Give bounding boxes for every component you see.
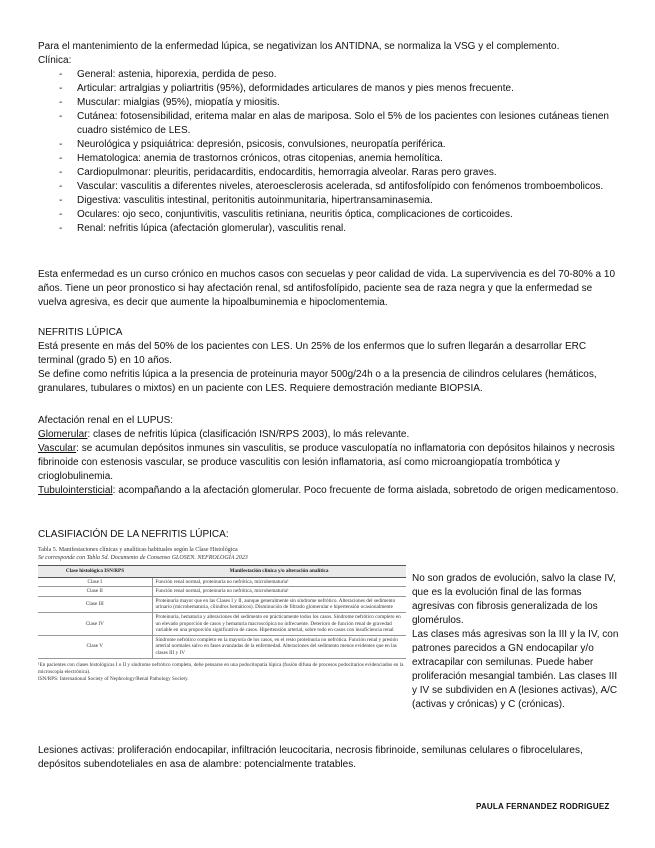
table-subtitle: Se corresponde con Tabla 5d. Documento de Consenso GLOSEN. NEFROLOGÍA 2023 bbox=[38, 555, 248, 561]
tubulointerstitial-paragraph bbox=[38, 484, 620, 498]
glomerular-text: : clases de nefritis lúpica (clasificación ISN/RPS 2003), lo más relevante. bbox=[87, 429, 410, 440]
table-cell: Síndrome nefrótico completo en la mayoría de los casos, en el resto proteinuria no nefrótica. Función renal y presión arterial normales salvo en fases avanzadas de la enfermedad. Alteraciones del sedimento menos evidentes que en las clases III y IV bbox=[152, 635, 406, 658]
maintenance-paragraph: Para el mantenimiento de la enfermedad lúpica, se negativizan los ANTIDNA, se normaliza la VSG y el complemento. bbox=[38, 41, 560, 52]
side-note-evolution: No son grados de evolución, salvo la clase IV, que es la evolución final de las formas agresivas con fibrosis generalizada de los glomérulos. bbox=[412, 573, 616, 626]
tubulointerstitial-text: : acompañando a la afectación glomerular. Poco frecuente de forma aislada, sobretodo de origen medicamentoso. bbox=[112, 485, 619, 496]
table-row bbox=[38, 577, 406, 587]
renal-involvement-heading: Afectación renal en el LUPUS: bbox=[38, 415, 174, 426]
list-item: - Hematologica: anemia de trastornos crónicos, otras citopenias, anemia hemolítica. bbox=[38, 152, 620, 166]
table-cell: Proteinuria, hematuria y alteraciones del sedimento en prácticamente todos los casos. Síndrome nefrótico completo en un elevado proporción de casos y hematuria macroscópica no infrecuente. Deterioro de función renal de gravedad variable en una proporción significativa de casos. Hipertensión arterial, sobre todo en casos con insuficiencia renal bbox=[152, 612, 406, 635]
table-footnote: ¹En pacientes con clases histológicas I o II y síndrome nefrótico completo, debe pensarse en una podocitopatía lúpica (fusión difusa de procesos podocitarios evidenciados en la microscopía electrónica). bbox=[38, 661, 404, 675]
nephritis-heading: NEFRITIS LÚPICA bbox=[38, 327, 123, 338]
author-footer: PAULA FERNANDEZ RODRIGUEZ bbox=[476, 802, 610, 811]
table-cell: Clase II bbox=[38, 587, 152, 597]
classification-table-figure bbox=[38, 546, 406, 683]
list-item: - Articular: artralgias y poliartritis (95%), deformidades articulares de manos y pies menos frecuente. bbox=[38, 82, 620, 96]
nephritis-definition: Se define como nefritis lúpica a la presencia de proteinuria mayor 500g/24h o a la presencia de cilindros celulares (hemáticos, granulares, tubulares o mixtos) en un paciente con LES. Requiere demostración mediante BIOPSIA. bbox=[38, 369, 597, 394]
table-cell: Clase I bbox=[38, 577, 152, 587]
list-item: - General: astenia, hiporexia, perdida de peso. bbox=[38, 68, 620, 82]
list-item: - Cardiopulmonar: pleuritis, peridacarditis, endocarditis, hemorragia alveolar. Raras pero graves. bbox=[38, 166, 620, 180]
tubulointerstitial-term: Tubulointersticial bbox=[38, 485, 113, 496]
table-row bbox=[38, 635, 406, 658]
table-cell: Clase V bbox=[38, 635, 152, 658]
table-caption bbox=[38, 546, 406, 562]
vascular-text: : se acumulan depósitos inmunes sin vasculitis, se produce vasculopatía no inflamatoria con depósitos hilainos y necrosis fibrinoide con estenosis vascular, se produce vasculitis con lesión inflamatoria, así como microangiopatía trombótica y crioglobulinemia. bbox=[38, 443, 615, 482]
table-row bbox=[38, 596, 406, 612]
table-cell: Clase III bbox=[38, 596, 152, 612]
classification-table bbox=[38, 565, 406, 659]
table-footnotes bbox=[38, 662, 406, 683]
clinic-heading: Clínica: bbox=[38, 55, 72, 66]
list-item: - Muscular: mialgias (95%), miopatía y miositis. bbox=[38, 96, 620, 110]
classification-side-note bbox=[412, 572, 620, 712]
column-header: Manifestación clínica y/o alteración analítica bbox=[152, 566, 406, 578]
vascular-paragraph bbox=[38, 442, 620, 484]
list-item: - Neurológica y psiquiátrica: depresión, psicosis, convulsiones, neuropatía periférica. bbox=[38, 138, 620, 152]
table-header-row bbox=[38, 566, 406, 578]
glomerular-paragraph bbox=[38, 428, 620, 442]
table-cell: Función renal normal, proteinuria no nefrótica, microhematuria¹ bbox=[152, 587, 406, 597]
glomerular-term: Glomerular bbox=[38, 429, 88, 440]
active-lesions-paragraph: Lesiones activas: proliferación endocapilar, infiltración leucocitaria, necrosis fibrinoide, semilunas celulares o fibrocelulares, depósitos subendoteliales en asa de alambre: potencialmente tratables. bbox=[38, 745, 583, 770]
intro-section bbox=[38, 40, 620, 236]
table-row bbox=[38, 612, 406, 635]
column-header: Clase histológica ISN/RPS bbox=[38, 566, 152, 578]
nephritis-section bbox=[38, 326, 620, 396]
list-item: - Oculares: ojo seco, conjuntivitis, vasculitis retiniana, neuritis óptica, complicaciones de corticoides. bbox=[38, 208, 620, 222]
list-item: - Cutánea: fotosensibilidad, eritema malar en alas de mariposa. Solo el 5% de los pacientes con lesiones cutáneas tienen cuadro sistémico de LES. bbox=[38, 110, 620, 138]
list-item: - Renal: nefritis lúpica (afectación glomerular), vasculitis renal. bbox=[38, 222, 620, 236]
table-cell: Función renal normal, proteinuria no nefrótica, microhematuria¹ bbox=[152, 577, 406, 587]
table-row bbox=[38, 587, 406, 597]
nephritis-prevalence: Está presente en más del 50% de los pacientes con LES. Un 25% de los enfermos que lo sufren llegarán a desarrollar ERC terminal (grado 5) en 10 años. bbox=[38, 341, 587, 366]
renal-involvement-section bbox=[38, 414, 620, 498]
table-cell: Proteinuria mayor que en las Clases I y II, aunque generalmente sin síndrome nefrótico. Alteraciones del sedimento urinario (microhematuria, cilindros hemáticos). Disminución de filtrado glomerular e hipertensión ocasionalmente bbox=[152, 596, 406, 612]
clinical-list bbox=[38, 68, 620, 236]
table-title: Tabla 5. Manifestaciones clínicas y analíticas habituales según la Clase Histológica bbox=[38, 547, 238, 553]
list-item: - Vascular: vasculitis a diferentes niveles, ateroesclerosis acelerada, sd antifosfolípido con fenómenos tromboembolicos. bbox=[38, 180, 620, 194]
table-abbreviation-note: ISN/RPS: International Society of Nephrology/Renal Pathology Society. bbox=[38, 675, 189, 682]
list-item: - Digestiva: vasculitis intestinal, peritonitis autoinmunitaria, hipertransaminasemia. bbox=[38, 194, 620, 208]
table-cell: Clase IV bbox=[38, 612, 152, 635]
prognosis-paragraph: Esta enfermedad es un curso crónico en muchos casos con secuelas y peor calidad de vida. La supervivencia es del 70-80% a 10 años. Tiene un peor pronostico si hay afectación renal, sd antifosfolípido, paciente sea de raza negra y que la enfermedad se vuelva agresiva, es decir que aumente la hipoalbuminemia e hipoclomentemia. bbox=[38, 269, 616, 308]
side-note-aggressive: Las clases más agresivas son la III y la IV, con patrones parecidos a GN endocapilar y/o extracapilar con semilunas. Puede haber proliferación mesangial también. Las clases III y IV se subdividen en A (lesiones activas), A/C (activas y crónicas) y C (crónicas). bbox=[412, 629, 619, 710]
classification-heading: CLASIFIACIÓN DE LA NEFRITIS LÚPICA: bbox=[38, 529, 229, 540]
vascular-term: Vascular bbox=[38, 443, 77, 454]
